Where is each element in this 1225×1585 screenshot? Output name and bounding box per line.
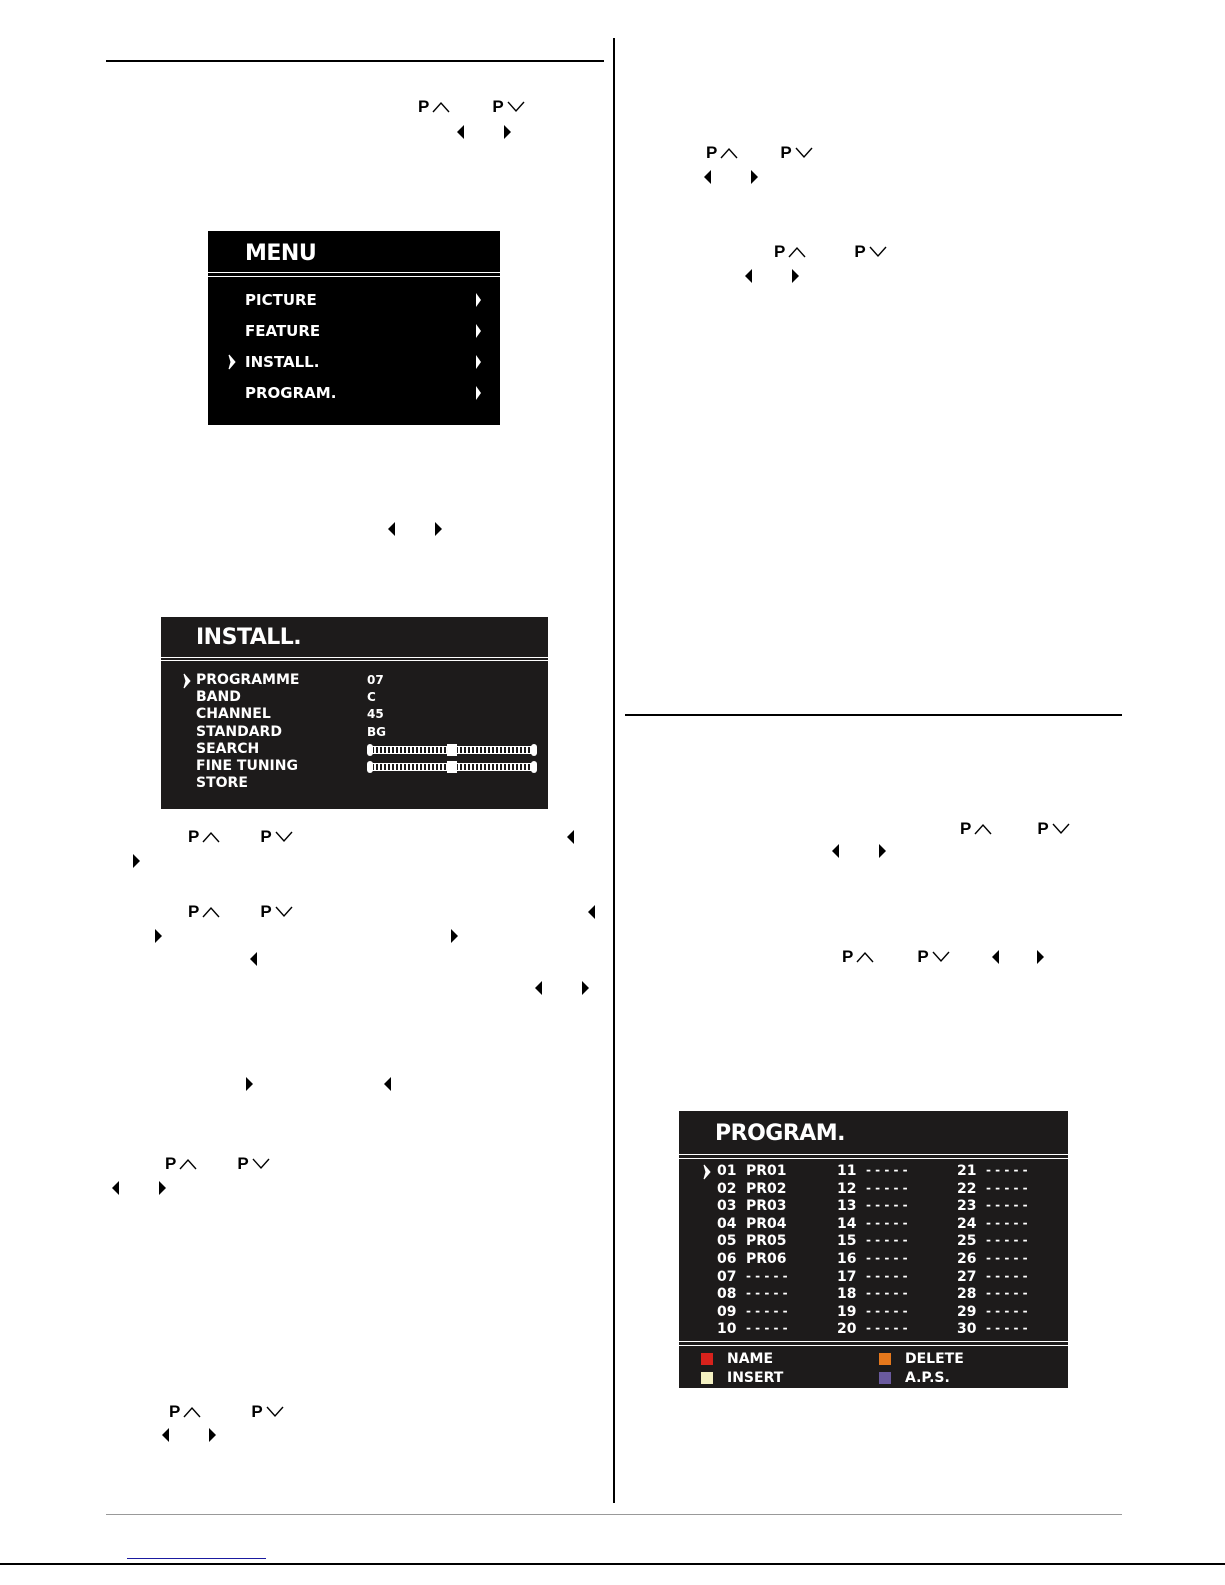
p-down-key-icon — [251, 1402, 283, 1422]
program-name[interactable]: - - - - - — [866, 1180, 908, 1195]
p-key-letter: P — [188, 902, 200, 921]
right-arrow-key-icon — [155, 929, 162, 943]
program-number: 24 — [957, 1215, 977, 1232]
remote-key-group — [384, 1073, 391, 1095]
p-up-key-icon — [960, 819, 992, 839]
slider-right-cap — [531, 744, 537, 756]
left-arrow-key-icon — [250, 952, 257, 966]
p-key-letter: P — [188, 827, 200, 846]
right-arrow-key-icon — [504, 125, 511, 139]
submenu-arrow-icon — [476, 386, 481, 400]
program-name[interactable]: - - - - - — [986, 1233, 1028, 1248]
p-down-key-icon — [854, 242, 886, 262]
program-name[interactable]: - - - - - — [866, 1233, 908, 1248]
right-arrow-key-icon — [159, 1181, 166, 1195]
left-arrow-key-icon — [567, 830, 574, 844]
program-number: 09 — [717, 1303, 737, 1320]
p-key-letter: P — [260, 827, 272, 846]
program-name[interactable]: - - - - - — [986, 1268, 1028, 1283]
p-up-key-icon — [842, 947, 874, 967]
left-arrow-key-icon — [388, 522, 395, 536]
p-key-letter: P — [251, 1402, 263, 1421]
column-divider — [613, 38, 615, 1503]
legend-color-swatch — [879, 1353, 891, 1365]
program-name[interactable]: - - - - - — [986, 1303, 1028, 1318]
program-name[interactable]: - - - - - — [986, 1321, 1028, 1336]
program-number: 30 — [957, 1321, 977, 1338]
p-key-letter: P — [774, 242, 786, 261]
p-key-letter: P — [165, 1154, 177, 1173]
p-down-key-icon — [917, 947, 949, 967]
program-number: 05 — [717, 1233, 737, 1250]
p-down-key-icon — [260, 827, 292, 847]
p-up-key-icon — [774, 242, 806, 262]
program-name[interactable]: - - - - - — [866, 1251, 908, 1265]
search-level-slider[interactable] — [369, 746, 535, 754]
program-number: 06 — [717, 1251, 737, 1267]
install-osd-screen — [161, 617, 548, 809]
left-arrow-key-icon — [457, 125, 464, 139]
program-name[interactable]: - - - - - — [986, 1215, 1028, 1230]
left-section-rule — [106, 60, 604, 62]
program-name[interactable]: - - - - - — [746, 1268, 788, 1283]
remote-key-group — [133, 850, 140, 872]
selection-cursor-icon — [183, 673, 191, 689]
menu-item-install[interactable]: INSTALL. — [245, 353, 320, 371]
program-number: 23 — [957, 1198, 977, 1215]
legend-aps-label: A.P.S. — [905, 1370, 950, 1386]
program-name[interactable]: PR04 — [746, 1215, 787, 1232]
right-arrow-key-icon — [582, 981, 589, 995]
program-osd-title: PROGRAM. — [715, 1121, 846, 1146]
right-arrow-key-icon — [246, 1077, 253, 1091]
program-name[interactable]: - - - - - — [986, 1180, 1028, 1195]
remote-key-group — [706, 142, 813, 164]
remote-key-group — [388, 518, 442, 540]
p-down-key-icon — [1037, 819, 1069, 839]
program-number: 04 — [717, 1215, 737, 1232]
left-arrow-key-icon — [992, 950, 999, 964]
remote-key-group — [588, 901, 595, 923]
p-key-letter: P — [418, 97, 430, 116]
legend-color-swatch — [701, 1353, 713, 1365]
program-number: 20 — [837, 1321, 857, 1338]
install-row-value: C — [367, 690, 376, 705]
p-key-letter: P — [780, 143, 792, 162]
remote-key-group — [451, 925, 458, 947]
program-name[interactable]: - - - - - — [866, 1198, 908, 1213]
install-row-value: 07 — [367, 673, 384, 687]
program-name[interactable]: PR03 — [746, 1198, 787, 1215]
slider-knob[interactable] — [447, 761, 457, 773]
program-name[interactable]: PR05 — [746, 1233, 787, 1250]
p-key-letter: P — [706, 143, 718, 162]
program-number: 14 — [837, 1215, 857, 1232]
program-number: 21 — [957, 1163, 977, 1179]
remote-key-group — [418, 96, 525, 118]
program-number: 22 — [957, 1180, 977, 1197]
program-number: 29 — [957, 1303, 977, 1320]
program-number: 13 — [837, 1198, 857, 1215]
right-arrow-key-icon — [792, 269, 799, 283]
program-number: 16 — [837, 1251, 857, 1267]
slider-right-cap — [531, 761, 537, 773]
selection-cursor-icon — [703, 1164, 711, 1180]
p-key-letter: P — [917, 947, 929, 966]
install-row-label[interactable]: STORE — [196, 775, 248, 792]
program-name[interactable]: - - - - - — [986, 1251, 1028, 1265]
legend-color-swatch — [701, 1372, 713, 1384]
p-key-letter: P — [854, 242, 866, 261]
remote-key-group — [774, 241, 887, 263]
remote-key-group — [246, 1073, 253, 1095]
right-arrow-key-icon — [879, 844, 886, 858]
p-down-key-icon — [260, 902, 292, 922]
install-row-label[interactable]: FINE TUNING — [196, 758, 298, 774]
program-number: 17 — [837, 1268, 857, 1285]
right-arrow-key-icon — [209, 1428, 216, 1442]
legend-insert-label: INSERT — [727, 1370, 784, 1386]
menu-osd-title: MENU — [245, 241, 317, 266]
left-arrow-key-icon — [535, 981, 542, 995]
install-row-label[interactable]: BAND — [196, 689, 241, 706]
menu-item-program[interactable]: PROGRAM. — [245, 384, 337, 402]
install-row-label[interactable]: STANDARD — [196, 723, 282, 740]
p-key-letter: P — [842, 947, 854, 966]
remote-key-group — [745, 265, 799, 287]
left-arrow-key-icon — [588, 905, 595, 919]
remote-key-group — [457, 121, 511, 143]
program-number: 25 — [957, 1233, 977, 1250]
p-up-key-icon — [165, 1154, 197, 1174]
p-key-letter: P — [169, 1402, 181, 1421]
remote-key-group — [169, 1401, 284, 1423]
legend-color-swatch — [879, 1372, 891, 1384]
left-arrow-key-icon — [162, 1428, 169, 1442]
program-name[interactable]: PR02 — [746, 1180, 787, 1197]
program-name[interactable]: PR06 — [746, 1251, 787, 1267]
slider-left-cap — [367, 744, 373, 756]
p-key-letter: P — [492, 97, 504, 116]
remote-key-group — [162, 1424, 216, 1446]
program-number: 02 — [717, 1180, 737, 1197]
program-name[interactable]: PR01 — [746, 1163, 787, 1179]
left-arrow-key-icon — [832, 844, 839, 858]
program-osd-screen — [679, 1111, 1068, 1388]
right-section-rule — [625, 714, 1122, 716]
program-name[interactable]: - - - - - — [746, 1321, 788, 1336]
program-number: 10 — [717, 1321, 737, 1338]
p-key-letter: P — [960, 819, 972, 838]
program-name[interactable]: - - - - - — [866, 1303, 908, 1318]
program-name[interactable]: - - - - - — [866, 1268, 908, 1283]
page-bottom-edge — [0, 1563, 1225, 1565]
program-name[interactable]: - - - - - — [986, 1198, 1028, 1213]
install-row-label[interactable]: PROGRAMME — [196, 672, 300, 688]
legend-name-label: NAME — [727, 1351, 774, 1367]
install-row-value: 45 — [367, 707, 384, 722]
program-name[interactable]: - - - - - — [986, 1286, 1028, 1301]
program-name[interactable]: - - - - - — [866, 1286, 908, 1301]
program-number: 11 — [837, 1163, 857, 1179]
program-name[interactable]: - - - - - — [866, 1321, 908, 1336]
submenu-arrow-icon — [476, 324, 481, 338]
remote-key-group — [832, 840, 886, 862]
right-arrow-key-icon — [751, 170, 758, 184]
menu-item-picture[interactable]: PICTURE — [245, 291, 317, 309]
install-row-label[interactable]: CHANNEL — [196, 706, 271, 723]
p-key-letter: P — [237, 1154, 249, 1173]
right-arrow-key-icon — [435, 522, 442, 536]
program-number: 19 — [837, 1303, 857, 1320]
p-down-key-icon — [780, 143, 812, 163]
program-number: 03 — [717, 1198, 737, 1215]
program-number: 27 — [957, 1268, 977, 1285]
p-key-letter: P — [1037, 819, 1049, 838]
selection-cursor-icon — [228, 354, 236, 370]
footer-link-underline — [127, 1558, 266, 1559]
remote-key-group — [188, 901, 293, 923]
program-name[interactable]: - - - - - — [866, 1215, 908, 1230]
submenu-arrow-icon — [476, 355, 481, 369]
left-arrow-key-icon — [112, 1181, 119, 1195]
p-up-key-icon — [169, 1402, 201, 1422]
program-number: 15 — [837, 1233, 857, 1250]
remote-key-group — [112, 1177, 166, 1199]
remote-key-group — [704, 166, 758, 188]
program-name[interactable]: - - - - - — [746, 1286, 788, 1301]
right-arrow-key-icon — [1037, 950, 1044, 964]
left-arrow-key-icon — [704, 170, 711, 184]
remote-key-group — [960, 818, 1070, 840]
footer-rule — [106, 1514, 1122, 1515]
program-number: 08 — [717, 1286, 737, 1303]
install-row-value: BG — [367, 724, 386, 739]
remote-key-group — [250, 948, 257, 970]
right-arrow-key-icon — [133, 854, 140, 868]
p-down-key-icon — [492, 97, 524, 117]
install-osd-title: INSTALL. — [196, 625, 302, 650]
slider-knob[interactable] — [447, 744, 457, 756]
remote-key-group — [165, 1153, 270, 1175]
p-up-key-icon — [188, 902, 220, 922]
remote-key-group — [842, 946, 1044, 968]
slider-left-cap — [367, 761, 373, 773]
program-number: 28 — [957, 1286, 977, 1303]
program-name[interactable]: - - - - - — [746, 1303, 788, 1318]
program-number: 01 — [717, 1163, 737, 1179]
right-arrow-key-icon — [451, 929, 458, 943]
left-arrow-key-icon — [384, 1077, 391, 1091]
program-name[interactable]: - - - - - — [866, 1163, 908, 1177]
program-number: 18 — [837, 1286, 857, 1303]
p-up-key-icon — [188, 827, 220, 847]
program-number: 07 — [717, 1268, 737, 1285]
program-number: 12 — [837, 1180, 857, 1197]
p-down-key-icon — [237, 1154, 269, 1174]
p-up-key-icon — [418, 97, 450, 117]
fine-tuning-level-slider[interactable] — [369, 763, 535, 771]
menu-osd-screen — [208, 231, 500, 425]
p-up-key-icon — [706, 143, 738, 163]
left-arrow-key-icon — [745, 269, 752, 283]
p-key-letter: P — [260, 902, 272, 921]
remote-key-group — [155, 925, 162, 947]
remote-key-group — [567, 826, 574, 848]
install-row-label[interactable]: SEARCH — [196, 740, 260, 757]
program-number: 26 — [957, 1251, 977, 1267]
submenu-arrow-icon — [476, 293, 481, 307]
program-name[interactable]: - - - - - — [986, 1163, 1028, 1177]
legend-delete-label: DELETE — [905, 1351, 964, 1367]
remote-key-group — [188, 826, 293, 848]
remote-key-group — [535, 977, 589, 999]
menu-item-feature[interactable]: FEATURE — [245, 322, 321, 340]
